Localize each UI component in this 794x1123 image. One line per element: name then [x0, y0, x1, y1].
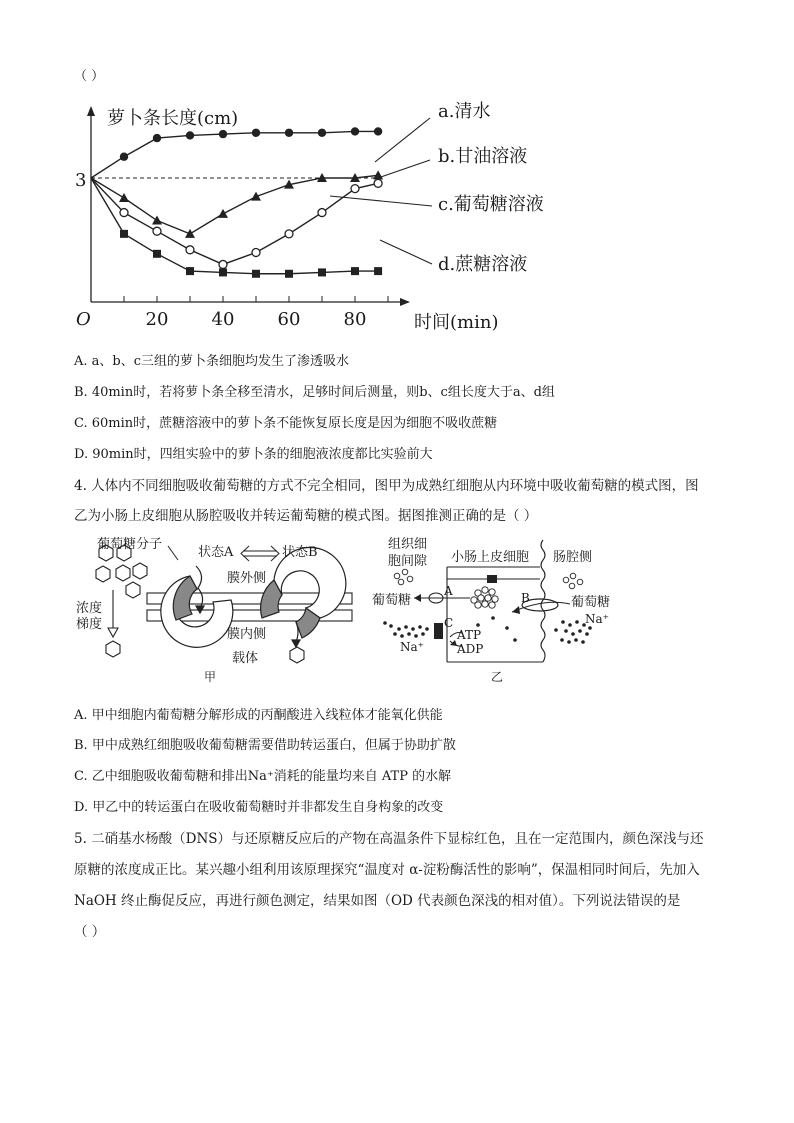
label-na-right: Na⁺ [585, 612, 609, 626]
q4-option-d: D. 甲乙中的转运蛋白在吸收葡萄糖时并非都发生自身构象的改变 [74, 800, 444, 815]
label-gradient1: 浓度 [76, 601, 103, 616]
series-label: c.葡萄糖溶液 [438, 194, 544, 215]
label-na-left: Na⁺ [400, 640, 424, 654]
label-interstitial1: 组织细 [388, 537, 428, 552]
label-lumen: 肠腔侧 [553, 550, 593, 565]
x-tick-label: 60 [277, 309, 301, 330]
label-glucose-right: 葡萄糖 [571, 595, 611, 610]
q3-paren: （ ） [74, 69, 105, 84]
q5-paren: （ ） [74, 924, 106, 940]
label-outside: 膜外侧 [227, 571, 267, 586]
label-cell: 小肠上皮细胞 [451, 550, 530, 565]
x-tick-label: 40 [211, 309, 235, 330]
glucose-cluster [471, 587, 498, 608]
label-C: C [444, 616, 454, 630]
series-label: b.甘油溶液 [438, 146, 528, 167]
label-adp: ADP [457, 642, 484, 656]
label-stateB: 状态B [282, 545, 318, 560]
caption-jia: 甲 [204, 670, 217, 684]
q5-line2: 原糖的浓度成正比。某兴趣小组利用该原理探究“温度对 α-淀粉酶活性的影响”，保温相同时间后，先加入 [74, 862, 700, 878]
q3-option-c: C. 60min时，蔗糖溶液中的萝卜条不能恢复原长度是因为细胞不吸收蔗糖 [74, 416, 498, 431]
label-carrier: 载体 [232, 651, 259, 666]
label-stateA: 状态A [198, 545, 234, 560]
q4-stem-line1: 4. 人体内不同细胞吸收葡萄糖的方式不完全相同，图甲为成熟红细胞从内环境中吸收葡萄糖的模式图，图 [74, 478, 699, 494]
x-tick-label: 20 [145, 309, 169, 330]
x-tick-label: 80 [343, 309, 367, 330]
q3-option-a: A. a、b、c三组的萝卜条细胞均发生了渗透吸水 [74, 354, 350, 369]
label-B: B [521, 591, 530, 605]
label-interstitial2: 胞间隙 [388, 554, 428, 569]
label-molecule: 葡萄糖分子 [97, 537, 163, 552]
y-tick-label: 3 [75, 170, 87, 191]
x-axis-label: 时间(min) [414, 312, 499, 333]
series-label: d.蔗糖溶液 [438, 254, 528, 275]
label-glucose-left: 葡萄糖 [372, 593, 412, 608]
q5-line3: NaOH 终止酶促反应，再进行颜色测定，结果如图（OD 代表颜色深浅的相对值）。下列说法错误的是 [74, 893, 681, 909]
label-inside: 膜内侧 [227, 627, 267, 642]
origin-label: O [76, 309, 91, 330]
caption-yi: 乙 [491, 670, 504, 684]
label-gradient2: 梯度 [76, 617, 103, 632]
label-A: A [444, 584, 453, 598]
q5-line1: 5. 二硝基水杨酸（DNS）与还原糖反应后的产物在高温条件下显棕红色，且在一定范围内，颜色深浅与还 [74, 831, 704, 847]
q4-stem-line2: 乙为小肠上皮细胞从肠腔吸收并转运葡萄糖的模式图。据图推测正确的是（ ） [74, 508, 538, 524]
y-axis-label: 萝卜条长度(cm) [107, 108, 239, 129]
q4-option-b: B. 甲中成熟红细胞吸收葡萄糖需要借助转运蛋白，但属于协助扩散 [74, 738, 456, 753]
q3-option-d: D. 90min时，四组实验中的萝卜条的细胞液浓度都比实验前大 [74, 447, 433, 462]
q4-option-a: A. 甲中细胞内葡萄糖分解形成的丙酮酸进入线粒体才能氧化供能 [74, 708, 443, 723]
label-atp: ATP [457, 628, 482, 642]
series-label: a.清水 [438, 101, 491, 122]
q3-option-b: B. 40min时，若将萝卜条全移至清水，足够时间后测量，则b、c组长度大于a、d组 [74, 385, 555, 400]
q4-option-c: C. 乙中细胞吸收葡萄糖和排出Na⁺消耗的能量均来自 ATP 的水解 [74, 769, 452, 784]
